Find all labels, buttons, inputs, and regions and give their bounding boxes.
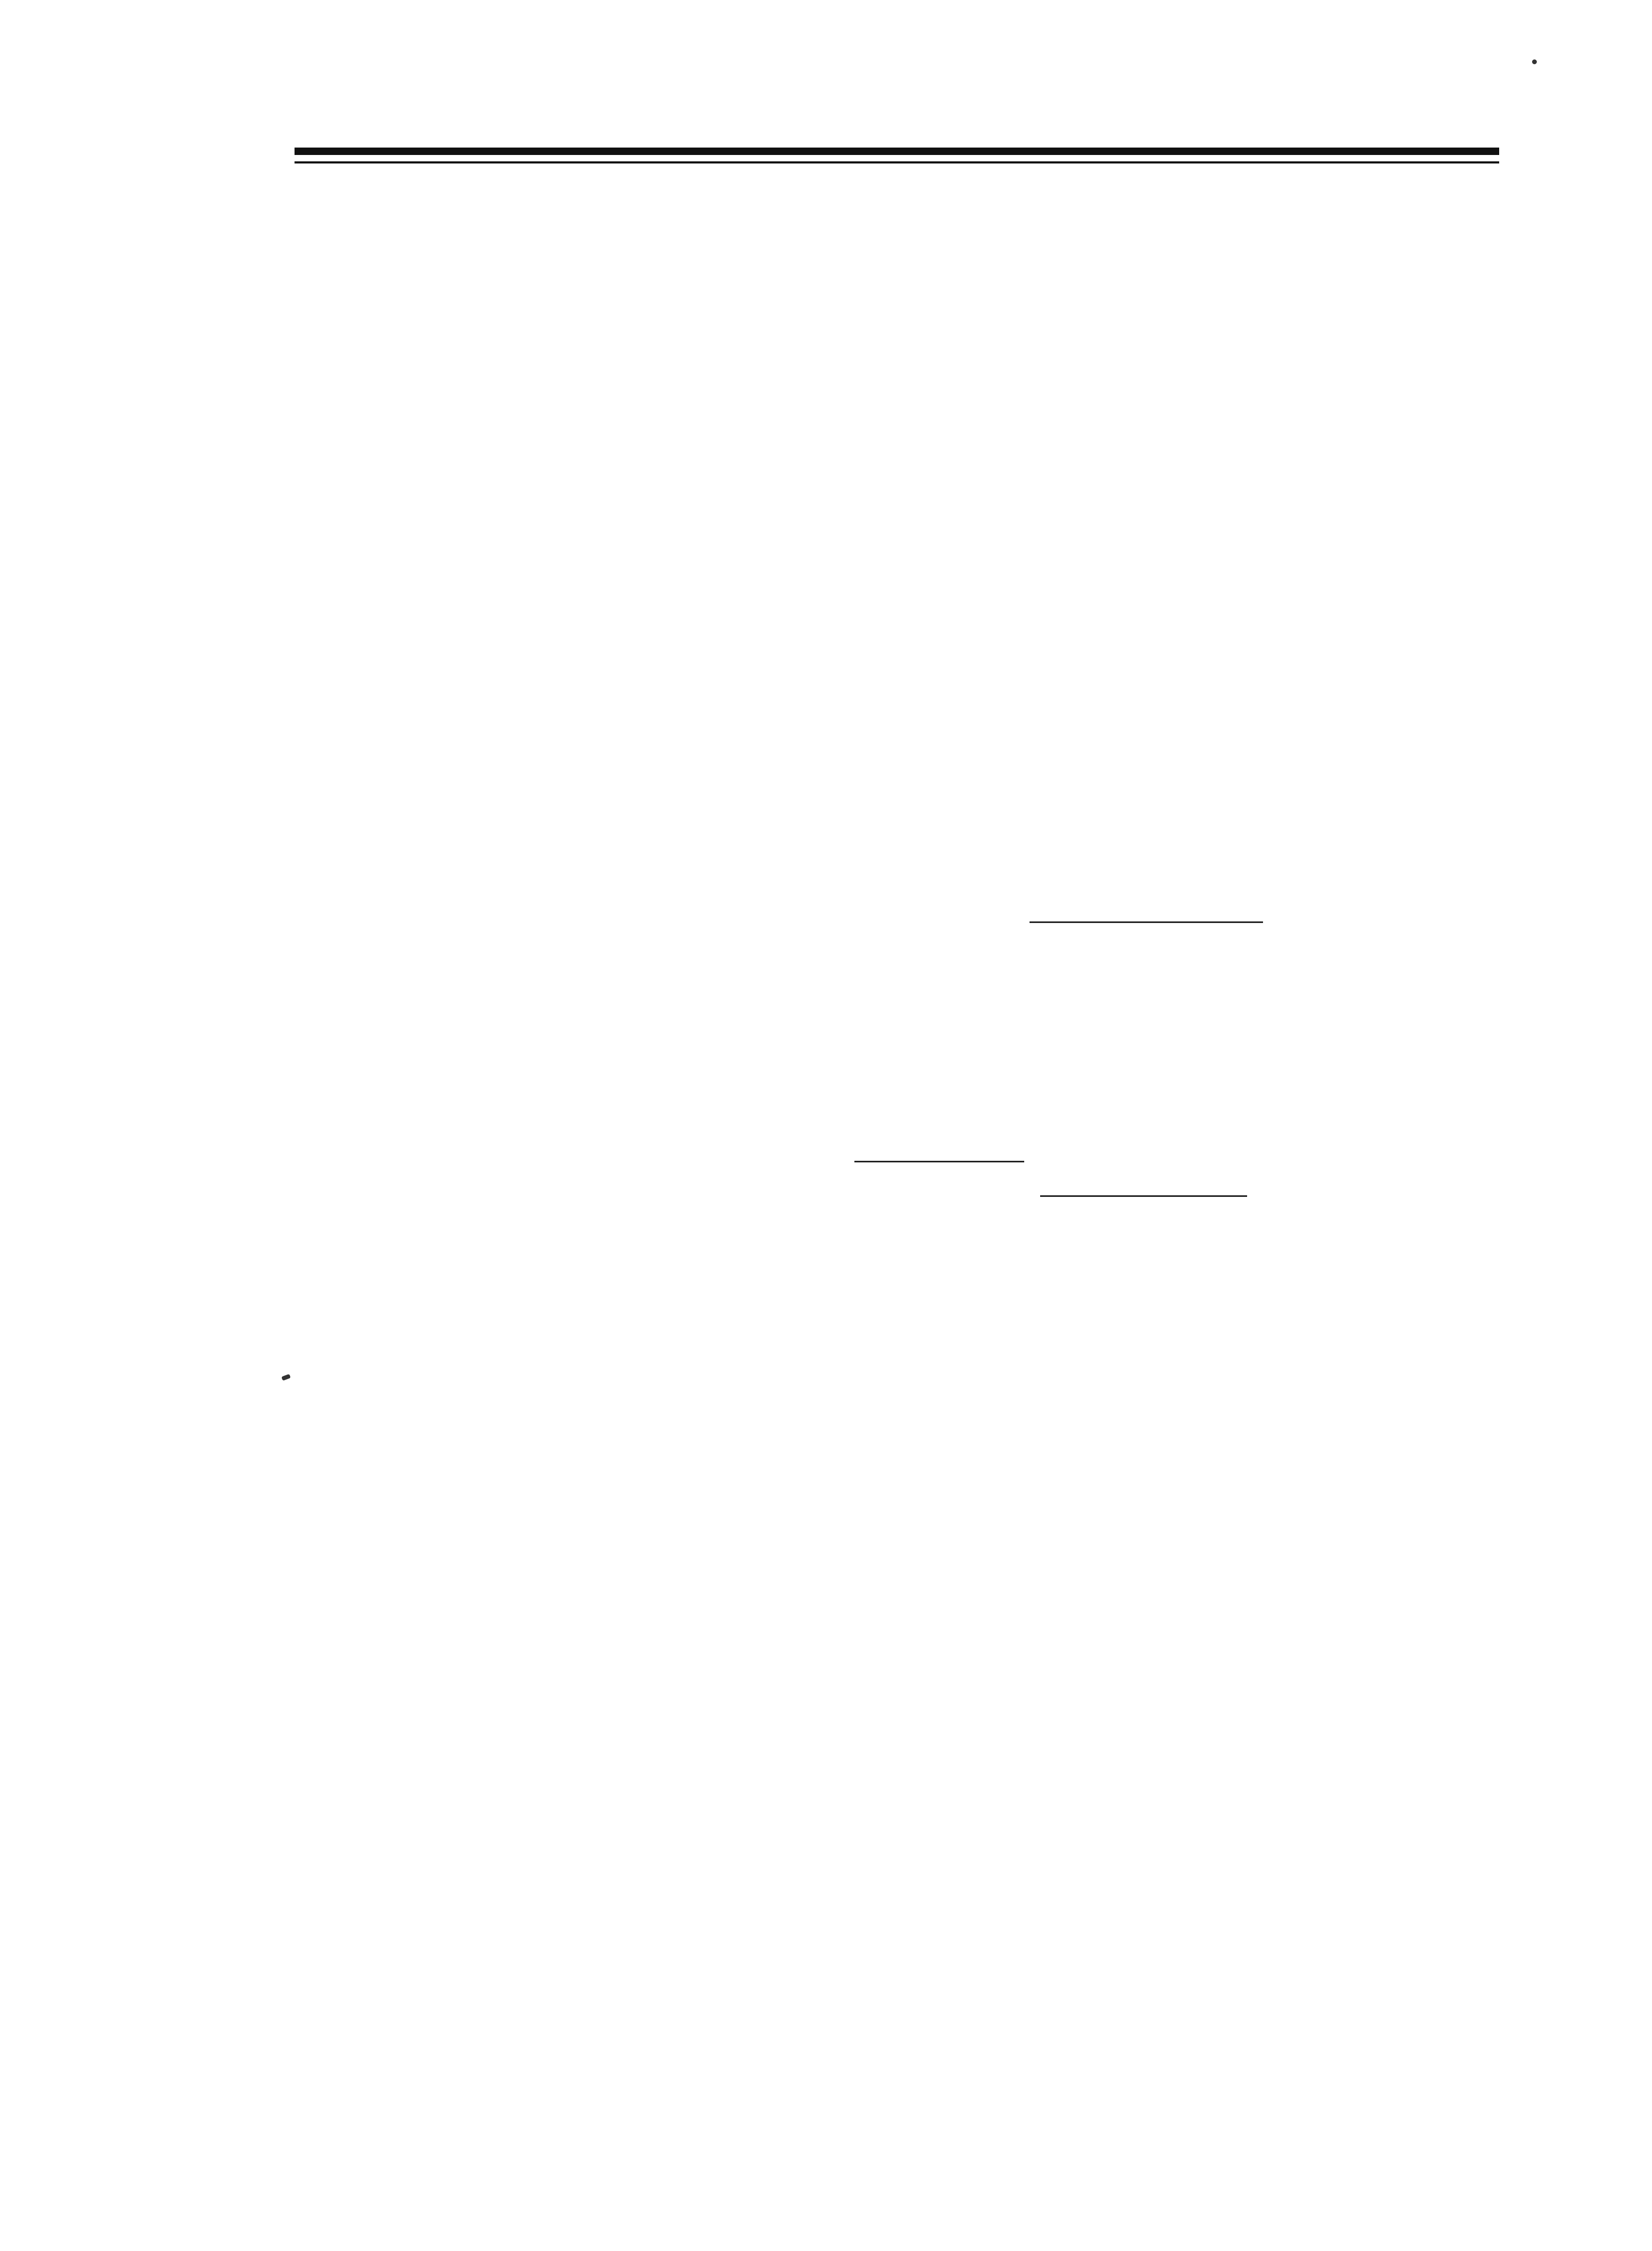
ports-subtotal-rule	[1030, 921, 1263, 923]
header-rule-thin	[295, 161, 1499, 163]
ink-mark	[281, 1374, 291, 1381]
speck	[1532, 59, 1537, 64]
light-duty-rule	[854, 1161, 1024, 1162]
header-rule-thick	[295, 148, 1499, 155]
grand-total-rule	[1040, 1195, 1247, 1197]
